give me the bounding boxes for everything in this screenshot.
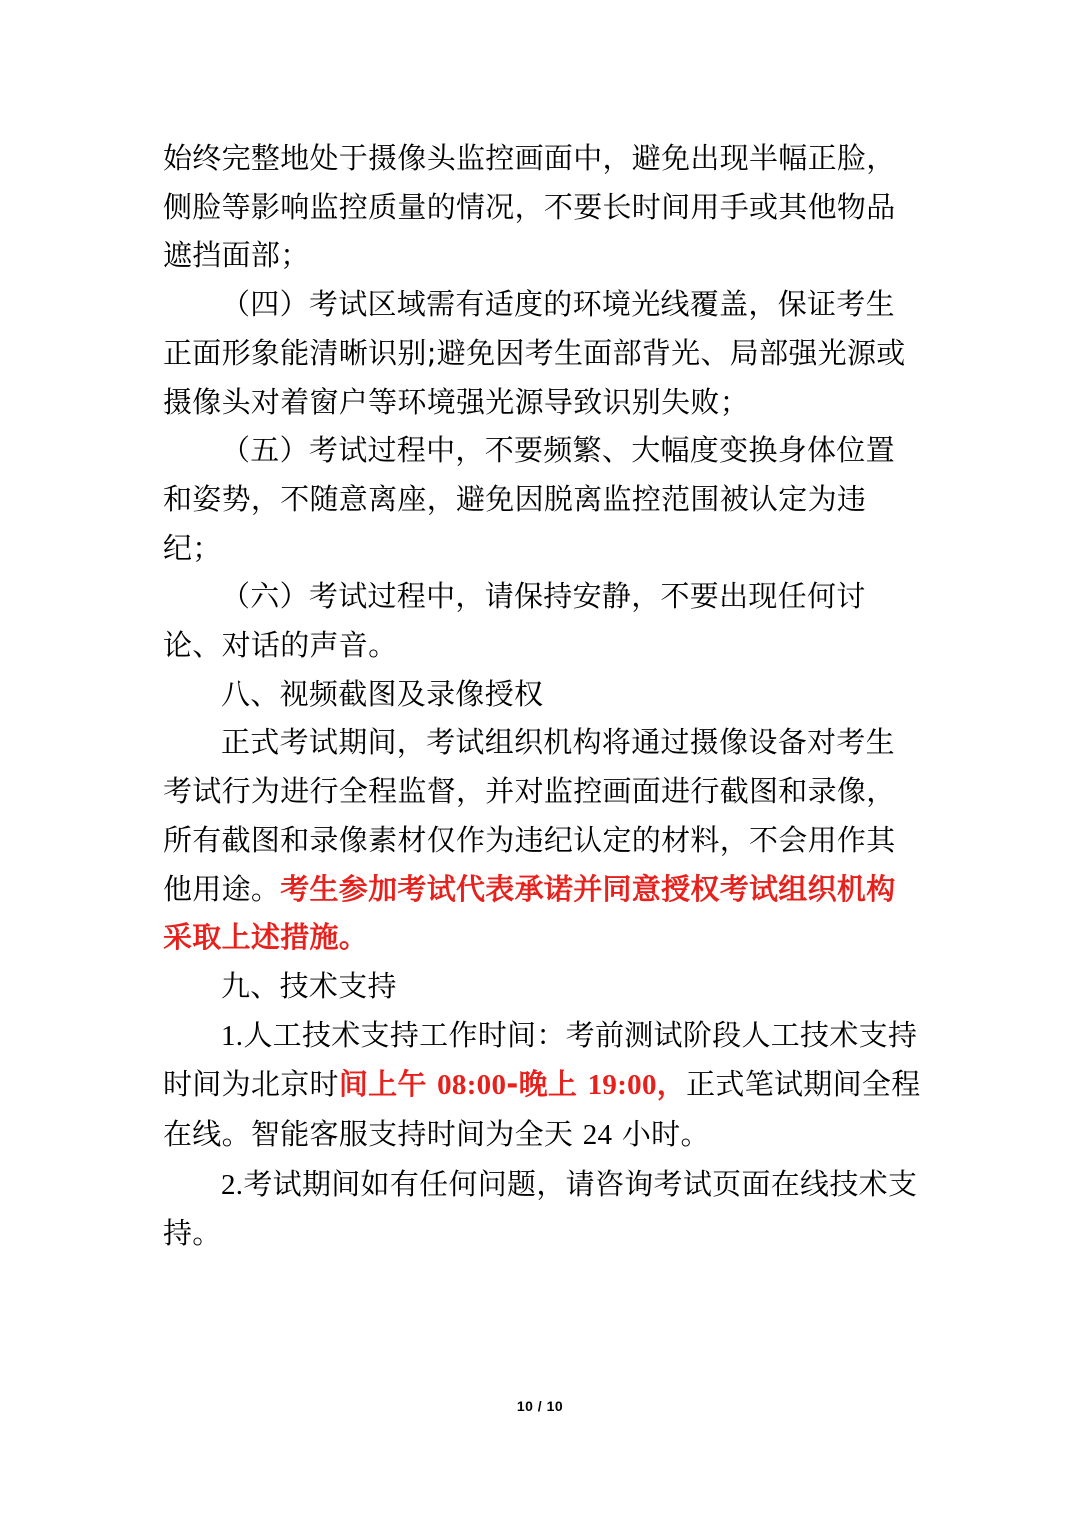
list-number: 2. (221, 1168, 244, 1201)
paragraph-text: （六）考试过程中，请保持安静，不要出现任何讨论、对话的声音。 (163, 579, 866, 663)
page-number: 10 / 10 (516, 1398, 564, 1414)
paragraph-item-four (163, 280, 923, 426)
paragraph-text: 正式笔试期间全程在线。智能客服支持时间为全天 (163, 1067, 921, 1152)
document-body (163, 134, 923, 1258)
paragraph-text: （五）考试过程中，不要频繁、大幅度变换身体位置和姿势，不随意离座，避免因脱离监控范围被认定为违纪； (163, 433, 895, 565)
paragraph-text: 始终完整地处于摄像头监控画面中，避免出现半幅正脸，侧脸等影响监控质量的情况，不要长时间用手或其他物品遮挡面部； (163, 141, 896, 273)
emphasis-consent-statement: 考生参加考试代表承诺并同意授权考试组织机构采取上述措施。 (163, 871, 896, 955)
paragraph-text: 小时。 (612, 1117, 710, 1152)
heading-text: 八、视频截图及录像授权 (221, 676, 544, 711)
paragraph-text: 正式考试期间，考试组织机构将通过摄像设备对考生考试行为进行全程监督，并对监控画面进行截图和录像，所有截图和录像素材仅作为违纪认定的材料，不会用作其他用途。 (163, 725, 896, 906)
paragraph-continued-camera (163, 134, 923, 280)
paragraph-item-six (163, 572, 923, 669)
end-time: 19:00 (587, 1069, 657, 1102)
heading-text: 九、技术支持 (221, 968, 397, 1003)
paragraph-online-support (163, 1160, 923, 1258)
paragraph-item-five (163, 426, 923, 572)
paragraph-text: 人工技术支持工作时间：考前测试阶段人工技术支持时间为北京时 (163, 1017, 918, 1102)
section-heading-nine (163, 962, 923, 1011)
list-number: 1. (221, 1019, 244, 1052)
paragraph-text: 考试期间如有任何问题，请咨询考试页面在线技术支持。 (163, 1166, 918, 1251)
paragraph-text: （四）考试区域需有适度的环境光线覆盖，保证考生正面形象能清晰识别;避免因考生面部背光、局部强光源或摄像头对着窗户等环境强光源导致识别失败； (163, 287, 906, 419)
section-heading-eight (163, 670, 923, 719)
paragraph-support-hours (163, 1011, 923, 1160)
hours-value: 24 (582, 1119, 613, 1152)
emphasis-support-time (339, 1067, 686, 1101)
emphasis-text: -晚上 (506, 1067, 588, 1102)
start-time: 08:00 (437, 1069, 507, 1102)
emphasis-text: ， (656, 1067, 687, 1102)
paragraph-recording-authorization (163, 718, 923, 962)
emphasis-text: 间上午 (338, 1067, 438, 1102)
